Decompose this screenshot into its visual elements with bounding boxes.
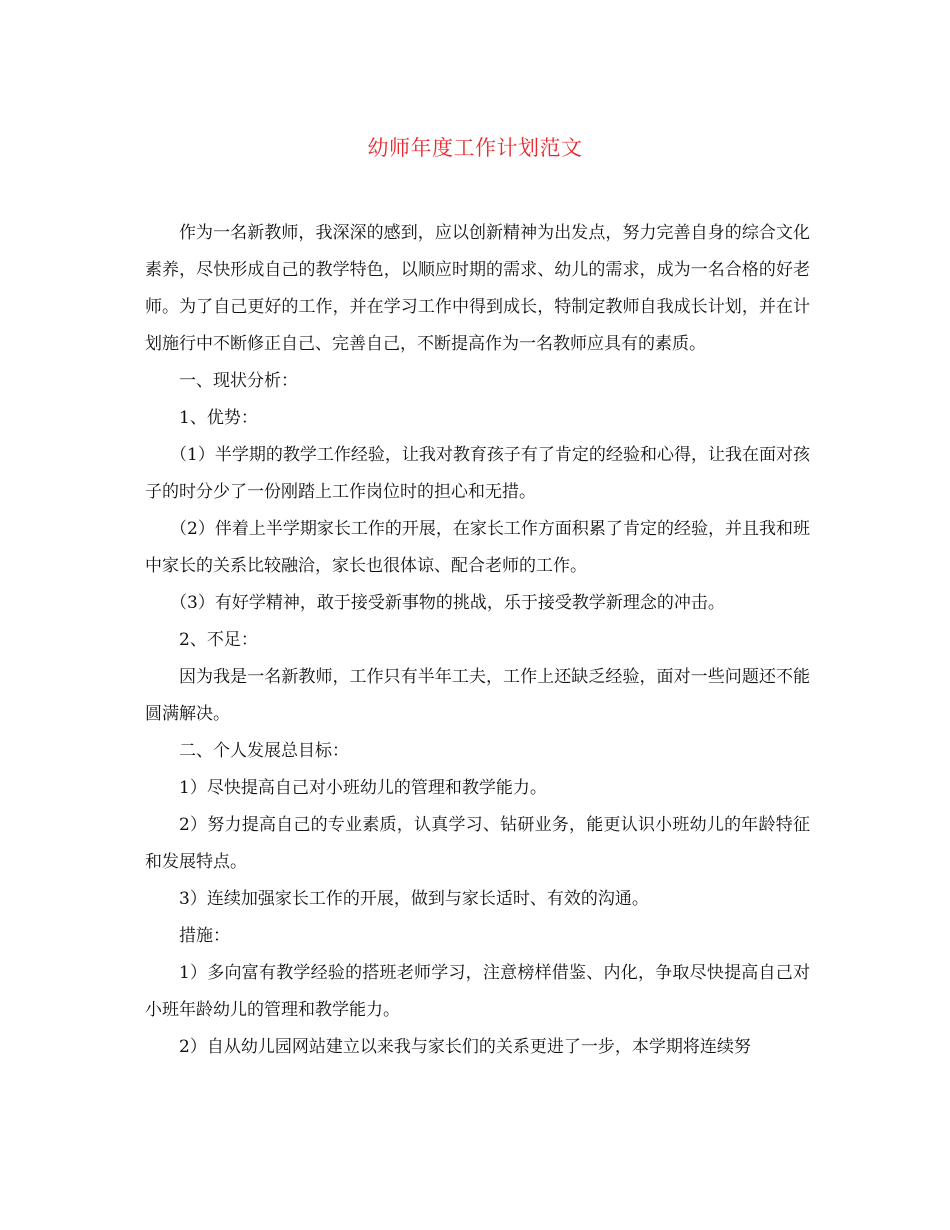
measure-item-2: 2）自从幼儿园网站建立以来我与家长们的关系更进了一步，本学期将连续努 xyxy=(179,1037,751,1057)
goal-item-3: 3）连续加强家长工作的开展，做到与家长适时、有效的沟通。 xyxy=(179,889,649,909)
goal-item-1: 1）尽快提高自己对小班幼儿的管理和教学能力。 xyxy=(179,778,547,798)
heading-current-analysis: 一、现状分析： xyxy=(179,371,298,391)
subheading-weaknesses: 2、不足： xyxy=(179,630,258,650)
strength-item-2: （2）伴着上半学期家长工作的开展，在家长工作方面积累了肯定的经验，并且我和班中家长的关系比较融洽，家长也很体谅、配合老师的工作。 xyxy=(145,519,810,576)
heading-measures: 措施： xyxy=(179,926,230,946)
heading-development-goals: 二、个人发展总目标： xyxy=(179,741,349,761)
measure-item-1: 1）多向富有教学经验的搭班老师学习，注意榜样借鉴、内化，争取尽快提高自己对小班年龄幼儿的管理和教学能力。 xyxy=(145,963,810,1020)
strength-item-1: （1）半学期的教学工作经验，让我对教育孩子有了肯定的经验和心得，让我在面对孩子的时分少了一份刚踏上工作岗位时的担心和无措。 xyxy=(145,445,810,502)
document-body xyxy=(145,215,810,1066)
paragraph-intro: 作为一名新教师，我深深的感到，应以创新精神为出发点，努力完善自身的综合文化素养，尽快形成自己的教学特色，以顺应时期的需求、幼儿的需求，成为一名合格的好老师。为了自己更好的工作，并在学习工作中得到成长，特制定教师自我成长计划，并在计划施行中不断修正自己、完善自己，不断提高作为一名教师应具有的素质。 xyxy=(145,223,810,354)
strength-item-3: （3）有好学精神，敢于接受新事物的挑战，乐于接受教学新理念的冲击。 xyxy=(170,593,725,613)
document-title: 幼师年度工作计划范文 xyxy=(367,136,583,160)
goal-item-2: 2）努力提高自己的专业素质，认真学习、钻研业务，能更认识小班幼儿的年龄特征和发展特点。 xyxy=(145,815,810,872)
subheading-strengths: 1、优势： xyxy=(179,408,258,428)
weakness-text: 因为我是一名新教师，工作只有半年工夫，工作上还缺乏经验，面对一些问题还不能圆满解决。 xyxy=(145,667,810,724)
